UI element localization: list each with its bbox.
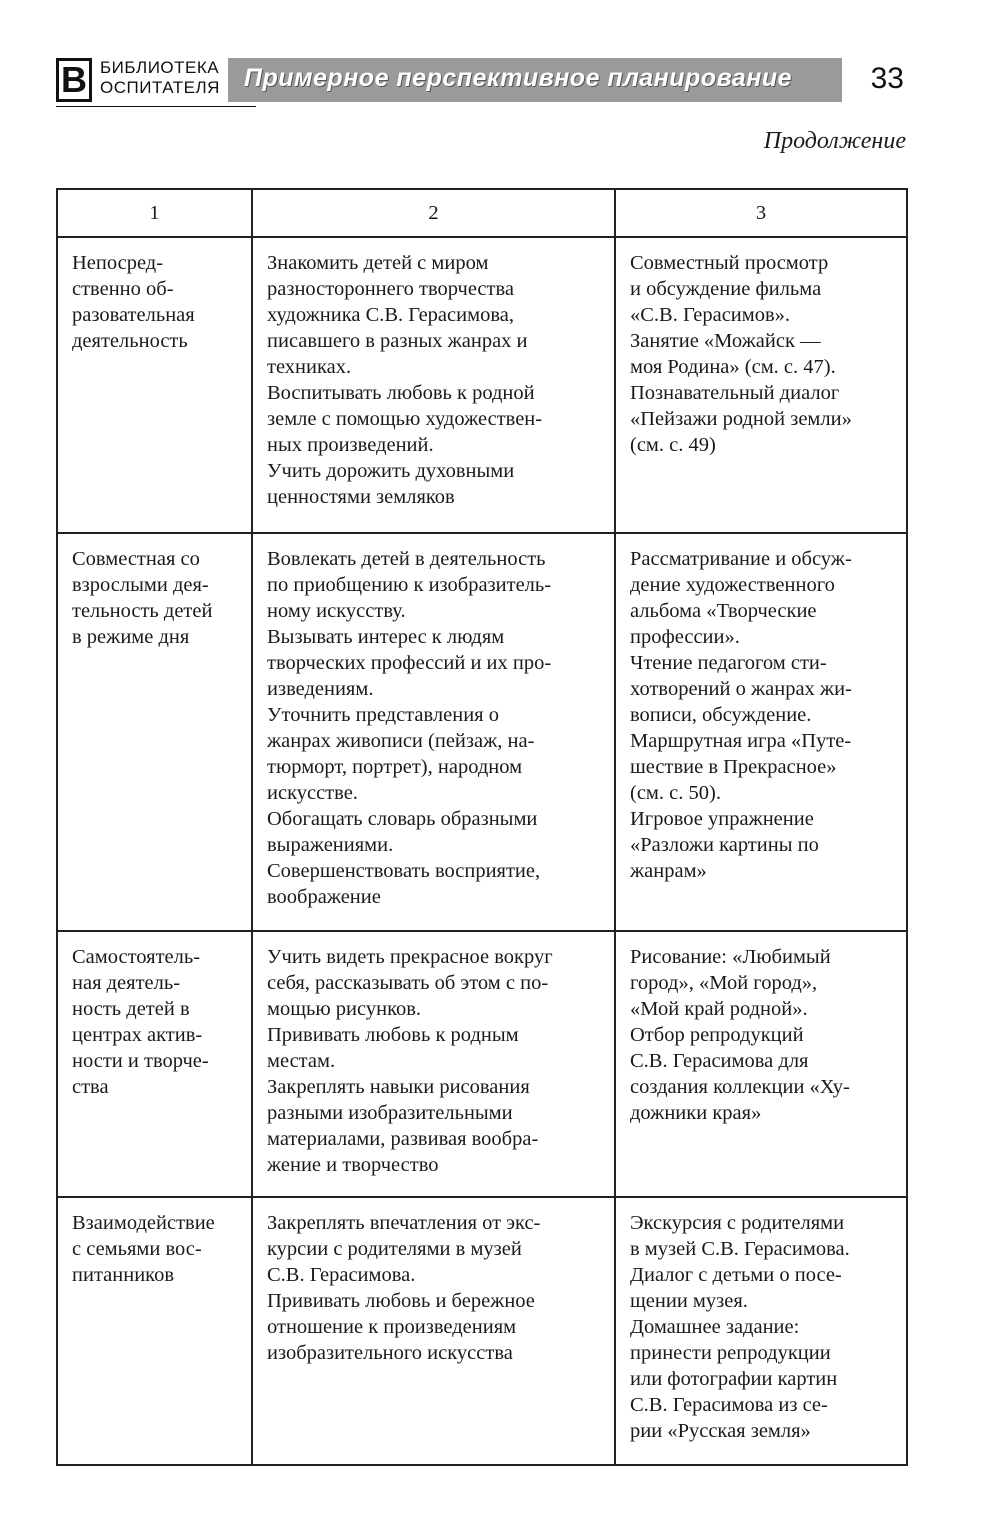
- table-body: [57, 237, 907, 1465]
- cell-text-line: Рассматривание и обсуж-: [630, 548, 852, 570]
- table-cell-col-3: [615, 931, 907, 1197]
- cell-text-line: взрослыми дея-: [72, 574, 209, 596]
- cell-text-line: Взаимодействие: [72, 1212, 215, 1234]
- cell-text-line: «С.В. Герасимов».: [630, 304, 791, 326]
- cell-text-line: Уточнить представления о: [267, 704, 499, 726]
- cell-text-line: материалами, развивая вообра-: [267, 1128, 539, 1150]
- cell-text-line: ному искусству.: [267, 600, 406, 622]
- table-cell-col-1: [57, 237, 252, 533]
- cell-text-line: Рисование: «Любимый: [630, 946, 831, 968]
- cell-text-line: шествие в Прекрасное»: [630, 756, 837, 778]
- cell-text-line: С.В. Герасимова из се-: [630, 1394, 828, 1416]
- cell-text-line: в режиме дня: [72, 626, 190, 648]
- cell-text-line: изведениям.: [267, 678, 374, 700]
- table-cell-col-3: [615, 237, 907, 533]
- cell-text-line: Обогащать словарь образными: [267, 808, 538, 830]
- series-logo-letter: В: [56, 58, 92, 102]
- cell-text-line: ства: [72, 1076, 109, 1098]
- cell-text-line: создания коллекции «Ху-: [630, 1076, 850, 1098]
- cell-text-line: Самостоятель-: [72, 946, 201, 968]
- cell-text-line: питанников: [72, 1264, 175, 1286]
- series-logo-line-1: БИБЛИОТЕКА: [100, 58, 220, 77]
- table-cell-col-2: [252, 931, 615, 1197]
- cell-text-line: хотворений о жанрах жи-: [630, 678, 852, 700]
- cell-text-line: ных произведений.: [267, 434, 434, 456]
- cell-text-line: техниках.: [267, 356, 352, 378]
- cell-text-line: разностороннего творчества: [267, 278, 515, 300]
- cell-text-line: выражениями.: [267, 834, 394, 856]
- cell-text-line: мощью рисунков.: [267, 998, 422, 1020]
- cell-text-line: художника С.В. Герасимова,: [267, 304, 514, 326]
- running-title: Примерное перспективное планирование: [244, 64, 793, 92]
- cell-text-line: (см. с. 50).: [630, 782, 721, 804]
- cell-text-line: по приобщению к изобразитель-: [267, 574, 552, 596]
- cell-text-line: дение художественного: [630, 574, 835, 596]
- cell-text-line: Вызывать интерес к людям: [267, 626, 505, 648]
- cell-text-line: Закреплять навыки рисования: [267, 1076, 530, 1098]
- cell-text-line: альбома «Творческие: [630, 600, 817, 622]
- cell-text-line: Отбор репродукций: [630, 1024, 804, 1046]
- cell-text-line: С.В. Герасимова для: [630, 1050, 809, 1072]
- cell-text-line: Непосред-: [72, 252, 164, 274]
- page-number: 33: [870, 62, 904, 95]
- cell-text-line: центрах актив-: [72, 1024, 203, 1046]
- cell-text-line: Совместная со: [72, 548, 200, 570]
- cell-text-line: Маршрутная игра «Путе-: [630, 730, 852, 752]
- cell-text-line: жение и творчество: [267, 1154, 439, 1176]
- cell-text-line: местам.: [267, 1050, 336, 1072]
- cell-text-line: Учить видеть прекрасное вокруг: [267, 946, 553, 968]
- cell-text-line: Закреплять впечатления от экс-: [267, 1212, 541, 1234]
- cell-text-line: Диалог с детьми о посе-: [630, 1264, 842, 1286]
- series-logo-text: [100, 58, 220, 98]
- cell-text-line: писавшего в разных жанрах и: [267, 330, 528, 352]
- cell-text-line: Занятие «Можайск —: [630, 330, 821, 352]
- cell-text-line: вописи, обсуждение.: [630, 704, 812, 726]
- cell-text-line: деятельность: [72, 330, 188, 352]
- cell-text-line: жанрам»: [630, 860, 707, 882]
- column-header-2: 2: [252, 189, 615, 237]
- cell-text-line: жанрах живописи (пейзаж, на-: [267, 730, 535, 752]
- cell-text-line: или фотографии картин: [630, 1368, 838, 1390]
- cell-text-line: профессии».: [630, 626, 740, 648]
- cell-text-line: город», «Мой город»,: [630, 972, 818, 994]
- cell-text-line: моя Родина» (см. с. 47).: [630, 356, 836, 378]
- cell-text-line: и обсуждение фильма: [630, 278, 822, 300]
- cell-text-line: в музей С.В. Герасимова.: [630, 1238, 850, 1260]
- cell-text-line: С.В. Герасимова.: [267, 1264, 416, 1286]
- cell-text-line: Знакомить детей с миром: [267, 252, 489, 274]
- table-cell-col-2: [252, 1197, 615, 1465]
- table-row: [57, 931, 907, 1197]
- cell-text-line: Прививать любовь к родным: [267, 1024, 519, 1046]
- column-header-1: 1: [57, 189, 252, 237]
- cell-text-line: курсии с родителями в музей: [267, 1238, 522, 1260]
- table-cell-col-2: [252, 533, 615, 931]
- cell-text-line: (см. с. 49): [630, 434, 716, 456]
- cell-text-line: земле с помощью художествен-: [267, 408, 543, 430]
- cell-text-line: разовательная: [72, 304, 195, 326]
- table-cell-col-1: [57, 1197, 252, 1465]
- cell-text-line: «Разложи картины по: [630, 834, 819, 856]
- cell-text-line: Домашнее задание:: [630, 1316, 800, 1338]
- table-cell-col-1: [57, 931, 252, 1197]
- cell-text-line: Прививать любовь и бережное: [267, 1290, 535, 1312]
- table-row: [57, 237, 907, 533]
- cell-text-line: ности и творче-: [72, 1050, 209, 1072]
- cell-text-line: разными изобразительными: [267, 1102, 513, 1124]
- cell-text-line: изобразительного искусства: [267, 1342, 513, 1364]
- table-row: [57, 533, 907, 931]
- cell-text-line: Учить дорожить духовными: [267, 460, 515, 482]
- cell-text-line: с семьями вос-: [72, 1238, 202, 1260]
- cell-text-line: Совместный просмотр: [630, 252, 829, 274]
- planning-table: [56, 188, 908, 1466]
- column-header-3: 3: [615, 189, 907, 237]
- table-cell-col-2: [252, 237, 615, 533]
- cell-text-line: щении музея.: [630, 1290, 748, 1312]
- cell-text-line: «Мой край родной».: [630, 998, 808, 1020]
- cell-text-line: ственно об-: [72, 278, 174, 300]
- cell-text-line: Познавательный диалог: [630, 382, 840, 404]
- cell-text-line: ность детей в: [72, 998, 190, 1020]
- cell-text-line: Игровое упражнение: [630, 808, 814, 830]
- cell-text-line: отношение к произведениям: [267, 1316, 517, 1338]
- table-cell-col-3: [615, 533, 907, 931]
- continuation-label: Продолжение: [763, 128, 906, 154]
- cell-text-line: рии «Русская земля»: [630, 1420, 811, 1442]
- cell-text-line: творческих профессий и их про-: [267, 652, 552, 674]
- cell-text-line: ценностями земляков: [267, 486, 455, 508]
- cell-text-line: Экскурсия с родителями: [630, 1212, 845, 1234]
- cell-text-line: Совершенствовать восприятие,: [267, 860, 541, 882]
- page-header: [56, 56, 908, 108]
- cell-text-line: себя, рассказывать об этом с по-: [267, 972, 549, 994]
- cell-text-line: дожники края»: [630, 1102, 762, 1124]
- cell-text-line: Воспитывать любовь к родной: [267, 382, 535, 404]
- cell-text-line: тюрморт, портрет), народном: [267, 756, 523, 778]
- table-row: [57, 1197, 907, 1465]
- series-logo-line-2: ОСПИТАТЕЛЯ: [100, 78, 220, 97]
- cell-text-line: Чтение педагогом сти-: [630, 652, 827, 674]
- cell-text-line: принести репродукции: [630, 1342, 831, 1364]
- table-header-row: [57, 189, 907, 237]
- table-cell-col-1: [57, 533, 252, 931]
- cell-text-line: «Пейзажи родной земли»: [630, 408, 852, 430]
- table-cell-col-3: [615, 1197, 907, 1465]
- cell-text-line: искусстве.: [267, 782, 358, 804]
- cell-text-line: ная деятель-: [72, 972, 181, 994]
- cell-text-line: Вовлекать детей в деятельность: [267, 548, 546, 570]
- cell-text-line: воображение: [267, 886, 381, 908]
- cell-text-line: тельность детей: [72, 600, 213, 622]
- header-divider: [56, 106, 256, 107]
